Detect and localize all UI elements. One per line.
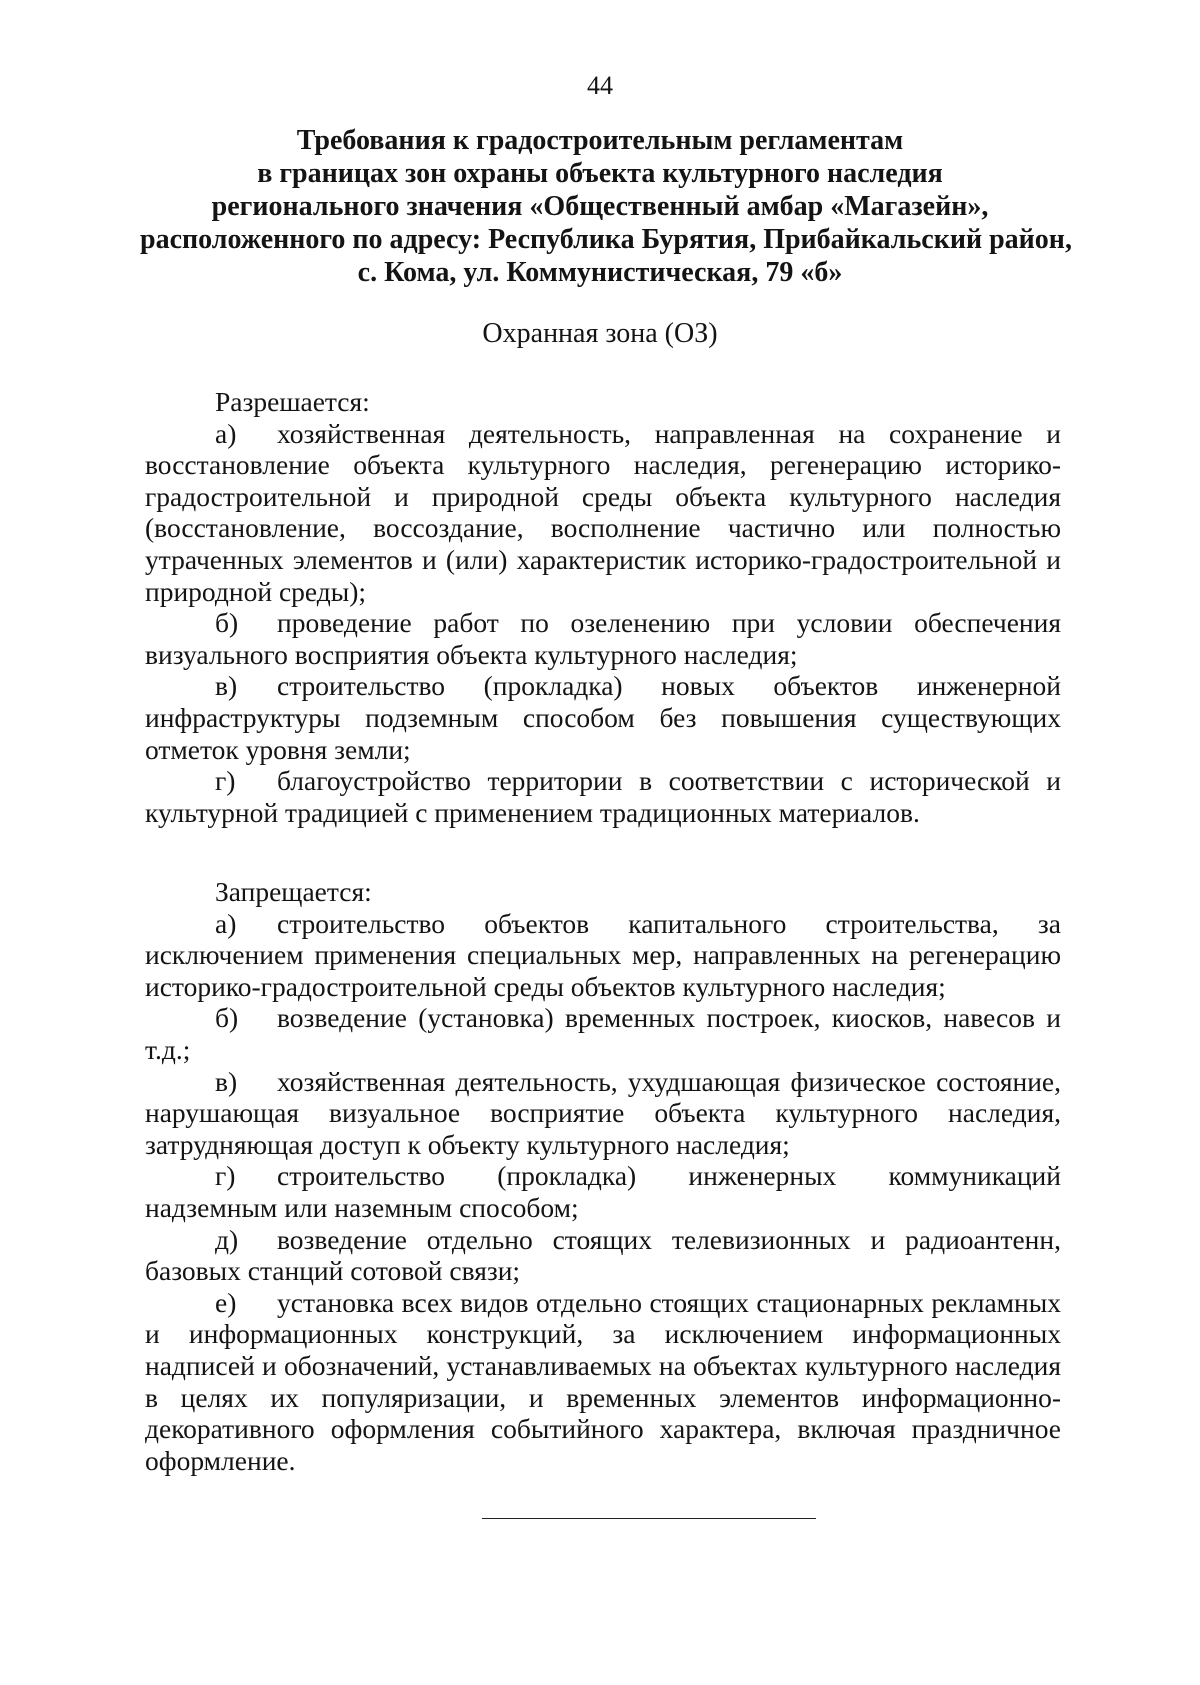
title-line: в границах зон охраны объекта культурного наследия <box>257 158 943 189</box>
item-letter: г) <box>215 765 236 797</box>
allowed-section <box>145 386 1061 828</box>
end-divider <box>482 1518 816 1519</box>
forbidden-section <box>145 876 1061 1476</box>
forbidden-item <box>145 1066 1061 1161</box>
allowed-item <box>145 765 1061 828</box>
item-text: строительство объектов капитального строительства, за исключением применения специальных мер, направленных на регенерацию историко-градостроительной среды объектов культурного наследия; <box>145 907 1061 1002</box>
item-letter: е) <box>215 1286 237 1318</box>
item-text: установка всех видов отдельно стоящих стационарных рекламных и информационных конструкций, за исключением информационных надписей и обозначений, устанавливаемых на объектах культурного наследия в целях их популяризации, и временных элементов информационно-декоративного оформления событийного характера, включая праздничное оформление. <box>145 1286 1061 1476</box>
allowed-item <box>145 418 1061 608</box>
item-text: строительство (прокладка) инженерных коммуникаций надземным или наземным способом; <box>145 1160 1061 1223</box>
item-letter: д) <box>215 1223 239 1255</box>
forbidden-item <box>145 1002 1061 1065</box>
item-letter: в) <box>215 670 238 702</box>
title-line: расположенного по адресу: Республика Бурятия, Прибайкальский район, <box>140 224 1072 255</box>
item-letter: б) <box>215 1002 239 1034</box>
item-text: хозяйственная деятельность, направленная на сохранение и восстановление объекта культурного наследия, регенерацию историко-градостроительной и природной среды объекта культурного наследия (восстановление, воссоздание, восполнение частично или полностью утраченных элементов и (или) характеристик историко-градостроительной и природной среды); <box>145 417 1061 607</box>
allowed-item <box>145 670 1061 765</box>
title-line: с. Кома, ул. Коммунистическая, 79 «б» <box>357 257 843 288</box>
forbidden-item <box>145 1160 1061 1223</box>
item-letter: б) <box>215 607 239 639</box>
item-letter: г) <box>215 1160 236 1192</box>
page-number: 44 <box>587 71 613 100</box>
item-text: возведение (установка) временных построек, киосков, навесов и т.д.; <box>145 1002 1061 1065</box>
allowed-item <box>145 607 1061 670</box>
title-line: регионального значения «Общественный амбар «Магазейн», <box>211 191 989 222</box>
item-text: благоустройство территории в соответствии с исторической и культурной традицией с применением традиционных материалов. <box>145 765 1061 828</box>
allowed-label: Разрешается: <box>215 386 370 417</box>
item-letter: а) <box>215 417 237 449</box>
item-letter: в) <box>215 1065 238 1097</box>
item-text: возведение отдельно стоящих телевизионных и радиоантенн, базовых станций сотовой связи; <box>145 1223 1061 1287</box>
forbidden-item <box>145 908 1061 1003</box>
document-title <box>140 124 1072 289</box>
item-text: хозяйственная деятельность, ухудшающая физическое состояние, нарушающая визуальное восприятие объекта культурного наследия, затрудняющая доступ к объекту культурного наследия; <box>145 1065 1061 1160</box>
item-text: строительство (прокладка) новых объектов инженерной инфраструктуры подземным способом без повышения существующих отметок уровня земли; <box>145 670 1061 765</box>
item-text: проведение работ по озеленению при условии обеспечения визуального восприятия объекта культурного наследия; <box>145 607 1061 670</box>
forbidden-label: Запрещается: <box>215 876 372 907</box>
zone-heading: Охранная зона (ОЗ) <box>482 318 718 349</box>
item-letter: а) <box>215 907 237 939</box>
forbidden-item <box>145 1287 1061 1477</box>
title-line: Требования к градостроительным регламентам <box>296 125 904 156</box>
forbidden-item <box>145 1224 1061 1287</box>
